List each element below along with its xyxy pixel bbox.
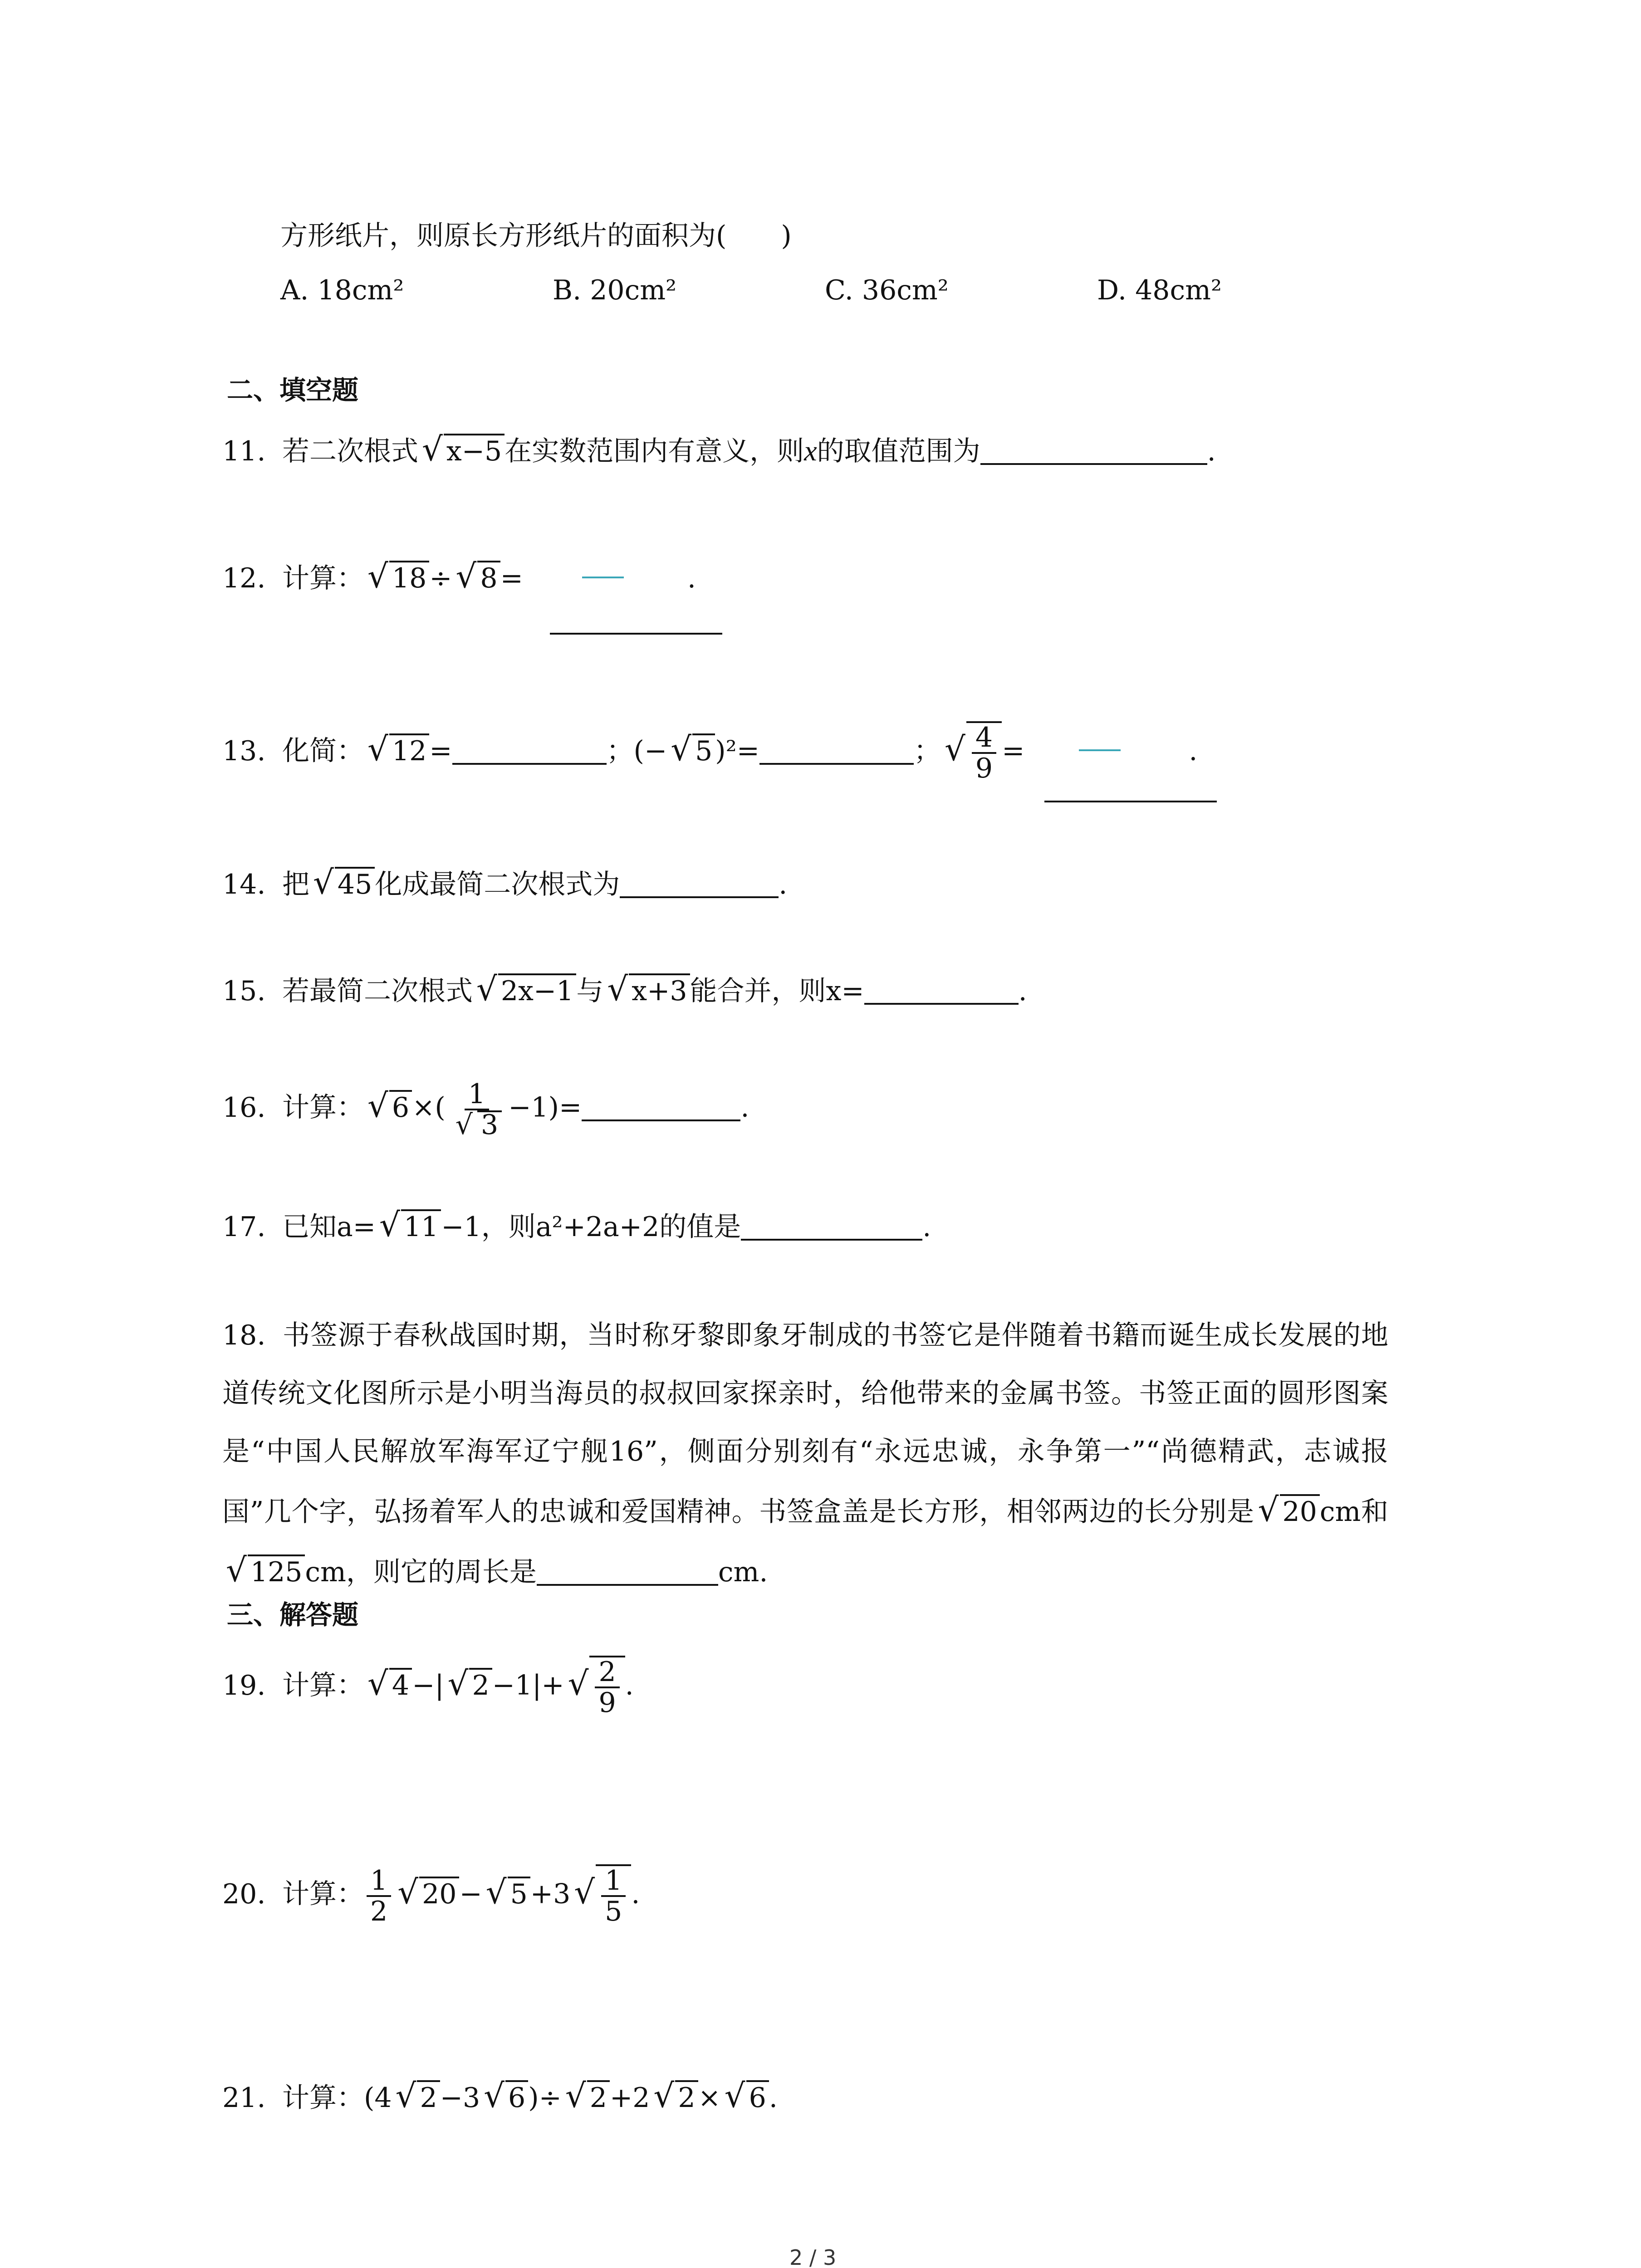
option-a: A. 18cm²	[280, 274, 404, 306]
answer-blank[interactable]	[1044, 801, 1217, 802]
fraction-bar	[582, 577, 624, 578]
section-title-solve: 三、解答题	[227, 1599, 359, 1630]
question-20: 20. 计算： $\frac{1}{2}$ √ 20 − √ 5 +3 √ $\frac{1}{5}$ .	[222, 1865, 640, 1927]
question-16: 16. 计算： √ 6 ×( $\frac{1}{√ 3}$ −1)= .	[222, 1078, 749, 1141]
q10-tail: 方形纸片，则原长方形纸片的面积为( )	[280, 220, 792, 252]
question-21: 21. 计算：(4 √ 2 −3 √ 6 )÷ √ 2 +2 √ 2 × √ 6 .	[222, 2077, 778, 2115]
answer-blank[interactable]	[741, 1213, 922, 1241]
question-13: 13. 化简： √ 12 = ；(− √ 5 )²= ； √ $\frac{4}{9}$ = .	[222, 722, 1198, 784]
question-17: 17. 已知a= √ 11 −1，则a²+2a+2的值是 .	[222, 1206, 931, 1244]
section-title-fill: 二、填空题	[227, 375, 359, 406]
question-18: 18. 书签源于春秋战国时期，当时称牙黎即象牙制成的书签它是伴随着书籍而诞生成长发展的地道传统文化图所示是小明当海员的叔叔回家探亲时，给他带来的金属书签。书签正面的圆形图案是“中国人民解放军海军辽宁舰16”，侧面分别刻有“永远忠诚，永争第一”“尚德精武，志诚报国”几个字，弘扬着军人的忠诚和爱国精神。书签盒盖是长方形，相邻两边的长分别是 √ 20 cm和√ 125 cm，则它的周长是 cm.	[222, 1320, 1389, 1589]
q10-options	[280, 272, 1369, 313]
question-14: 14. 把 √ 45 化成最简二次根式为 .	[222, 863, 788, 901]
answer-blank[interactable]	[864, 978, 1019, 1005]
option-d: D. 48cm²	[1097, 274, 1222, 306]
option-b: B. 20cm²	[553, 274, 677, 306]
question-11: 11. 若二次根式 √ x−5 在实数范围内有意义，则x的取值范围为 .	[222, 430, 1216, 468]
page-number: 2 / 3	[789, 2245, 837, 2268]
fraction-bar	[1079, 749, 1121, 751]
answer-blank[interactable]	[452, 738, 607, 765]
answer-blank[interactable]	[537, 1559, 718, 1586]
answer-blank[interactable]	[980, 438, 1207, 465]
question-15: 15. 若最简二次根式 √ 2x−1 与 √ x+3 能合并，则x= .	[222, 970, 1027, 1008]
answer-blank[interactable]	[759, 738, 914, 765]
answer-blank[interactable]	[582, 1094, 740, 1121]
answer-blank[interactable]	[550, 633, 722, 635]
question-19: 19. 计算： √ 4 −| √ 2 −1|+ √ $\frac{2}{9}$ .	[222, 1656, 634, 1719]
question-12: 12. 计算： √ 18 ÷ √ 8 = .	[222, 557, 696, 595]
option-c: C. 36cm²	[825, 274, 949, 306]
answer-blank[interactable]	[620, 871, 779, 898]
